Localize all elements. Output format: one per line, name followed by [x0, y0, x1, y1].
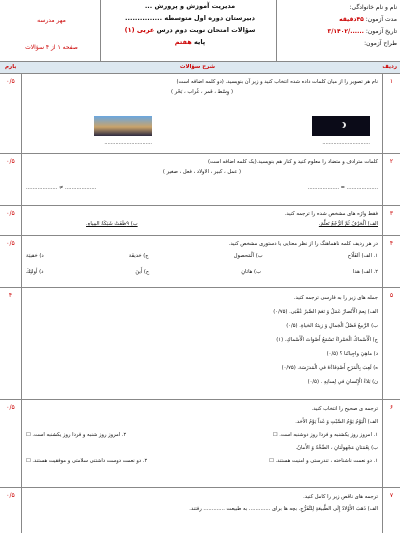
divider [100, 0, 101, 61]
header-info [277, 2, 397, 50]
word-bank: ( عمل ، کبیر ، الاولاد ، فعل ، صغیر ) [162, 169, 242, 175]
option-label: ۲. دو نعمت دوست داشتنی سلامتی و موفقیت هستند. [32, 458, 148, 464]
question-number: ۵ [382, 288, 400, 399]
item-a: الف) اَلْحَرْفُ ثُمَّ اَلرُّجْعُ تَعلَّمَ. [318, 221, 378, 227]
option[interactable]: ۱. الف) اَلفَلّاح [347, 253, 378, 259]
question-row [0, 488, 400, 533]
question-score: ۴ [0, 288, 22, 399]
item-b: ب) نِعْمَتانِ مَجْهولَتانِ ، الصِّحَّةُ وَ الأَمانُ. [295, 445, 378, 451]
question-row [0, 206, 400, 236]
grade-label: پایه [193, 38, 206, 46]
option[interactable]: ۲. الف) هذا [352, 269, 378, 275]
question-body [26, 403, 378, 468]
question-score: ۰/۵ [0, 488, 22, 533]
question-text: در هر ردیف کلمه ناهماهنگ را از نظر معنایی یا دستوری مشخص کنید. [228, 241, 378, 247]
item-b: ب) ۹ظَفَتْ شَبَكَةُ المِياهِ. [86, 221, 138, 227]
question-text: کلمات مترادف و متضاد را معلوم کنید و کنار هم بنویسید.(یک کلمه اضافه است) [207, 159, 378, 165]
question-row [0, 74, 400, 154]
column-header [0, 62, 400, 74]
option[interactable]: ب) هاتانِ [241, 269, 261, 275]
question-row [0, 236, 400, 288]
question-row [0, 400, 400, 488]
question-row [0, 288, 400, 400]
sentence: د) ماهِيَ واجِباتُنا ؟ (۰/۵) [326, 351, 378, 357]
header-left [4, 14, 99, 54]
checkbox-icon[interactable]: ☐ [272, 432, 278, 438]
question-score: ۰/۵ [0, 154, 22, 205]
exam-title: سؤالات امتحان نوبت دوم درس [156, 26, 256, 34]
question-body [26, 291, 378, 389]
question-body [26, 491, 378, 515]
subject: عربی (۱) [124, 26, 155, 34]
question-score: ۰/۵ [0, 236, 22, 287]
question-text: ترجمه های ناقص زیر را کامل کنید. [303, 494, 378, 500]
moon-icon [338, 122, 344, 128]
sunset-sea-image [94, 116, 152, 136]
question-score: ۰/۵ [0, 206, 22, 235]
duration-label: مدت آزمون: [365, 16, 397, 23]
question-text: ترجمه ی صحیح را انتخاب کنید. [311, 406, 378, 412]
stamp-label: مهر مدرسه [37, 17, 66, 24]
option[interactable]: ب) اَلْمَحصول [233, 253, 263, 259]
checkbox-icon[interactable]: ☐ [26, 458, 31, 464]
option[interactable]: ج) أَينَ [135, 269, 150, 275]
question-row [0, 154, 400, 206]
option[interactable]: د) أولئِكَ [26, 269, 44, 275]
page-info: صفحه ۱ از ۴ سؤالات [25, 44, 78, 51]
option[interactable]: د) حَقيبَة [26, 253, 44, 259]
question-body [26, 239, 378, 277]
item-a: الف) ذَهَبَ الأَوْلادُ إِلَى الطَّبيعَةِ لِلتَّفَرُّجِ. بچه ها برای ............. به طبیعت ............. رفتند. [189, 506, 378, 512]
name-field: نام و نام خانوادگی: [349, 4, 397, 11]
question-number: ۷ [382, 488, 400, 533]
option-label: ۲. امروز روز شنبه و فردا روز یکشنبه است. [32, 432, 127, 438]
question-body [26, 209, 378, 229]
answer-blank[interactable]: .............................. [104, 140, 152, 146]
question-number: ۴ [382, 236, 400, 287]
question-score: ۰/۵ [0, 74, 22, 153]
question-text: نام هر تصویر را از میان کلمات داده شده انتخاب کنید و زیر آن بنویسید. (دو کلمه اضافه است) [176, 79, 378, 85]
date-label: تاریخ آزمون: [365, 28, 397, 35]
question-number: ۳ [382, 206, 400, 235]
question-body [26, 157, 378, 193]
answer-blank[interactable]: ................... = ................... [307, 185, 378, 191]
header-center [105, 0, 275, 48]
col-score: بارم [5, 64, 17, 70]
designer-label: طراح آزمون: [364, 40, 397, 47]
date-value: ....../۳/۱۴۰۲ [327, 28, 364, 35]
checkbox-icon[interactable]: ☐ [269, 458, 274, 464]
question-text: جمله های زیر را به فارسی ترجمه کنید. [293, 295, 378, 301]
answer-blank[interactable]: .............................. [322, 140, 370, 146]
option[interactable]: ج) حَديقَة [128, 253, 149, 259]
item-a: الف) اَلْيَوْمُ يَوْمُ السَّبْتِ وَ غَداً يَوْمُ الأَحَد. [295, 419, 378, 425]
question-number: ۱ [382, 74, 400, 153]
question-score: ۰/۵ [0, 400, 22, 487]
sentence: ج) الْأَسْماكُ الْحَمْراءُ تَسْمَعُ أَصْواتَ الْأَسْماكِ. (۱) [276, 337, 378, 343]
question-text: فقط واژه های مشخص شده را ترجمه کنید. [284, 211, 378, 217]
sentence: ه) لَعِبَ بِالْمَرَحِ أَصْدِقاءُهُ في الْمَدرَسَة. (۰/۷۵) [281, 365, 378, 371]
exam-header [0, 0, 400, 62]
sentence: الف) نِعمَ الْأَنْصارُ عَمَلُ وَ نَعَمَ الصَّبرُ عُقْبَى. (۰/۷۵) [273, 309, 378, 315]
school-name: دبیرستان دوره اول متوسطه ............... [125, 14, 255, 22]
option-label: ۱. امروز روز یکشنبه و فردا روز دوشنبه است. [279, 432, 378, 438]
word-bank: ( وِسْط ، قمر ، غُراب ، بَحْر ) [171, 89, 233, 95]
question-number: ۲ [382, 154, 400, 205]
checkbox-icon[interactable]: ☐ [26, 432, 31, 438]
col-row: ردیف [382, 64, 397, 70]
night-moon-image [312, 116, 370, 136]
sentence: ب) الرَّبيعُ فَصْلُ الْجَمالِ وَ زينَةُ الحَياةِ. (۰/۵) [286, 323, 378, 329]
duration-value: ۴۵دقیقه [339, 16, 364, 23]
grade: هفتم [174, 38, 192, 46]
divider [276, 0, 277, 61]
sentence: ن) بَلاءُ الْإِنْسانِ في لِسانِهِ . (۰/۵) [307, 379, 378, 385]
col-desc: شرح سؤالات [179, 64, 215, 70]
top-line: مدیریت آموزش و پرورش ... [144, 2, 236, 10]
answer-blank[interactable]: ................... ≠ ................... [26, 185, 97, 191]
option-label: ۱. دو نعمت ناشناخته ، تندرستی و امنیت هستند. [275, 458, 378, 464]
question-body [26, 77, 378, 97]
question-number: ۶ [382, 400, 400, 487]
